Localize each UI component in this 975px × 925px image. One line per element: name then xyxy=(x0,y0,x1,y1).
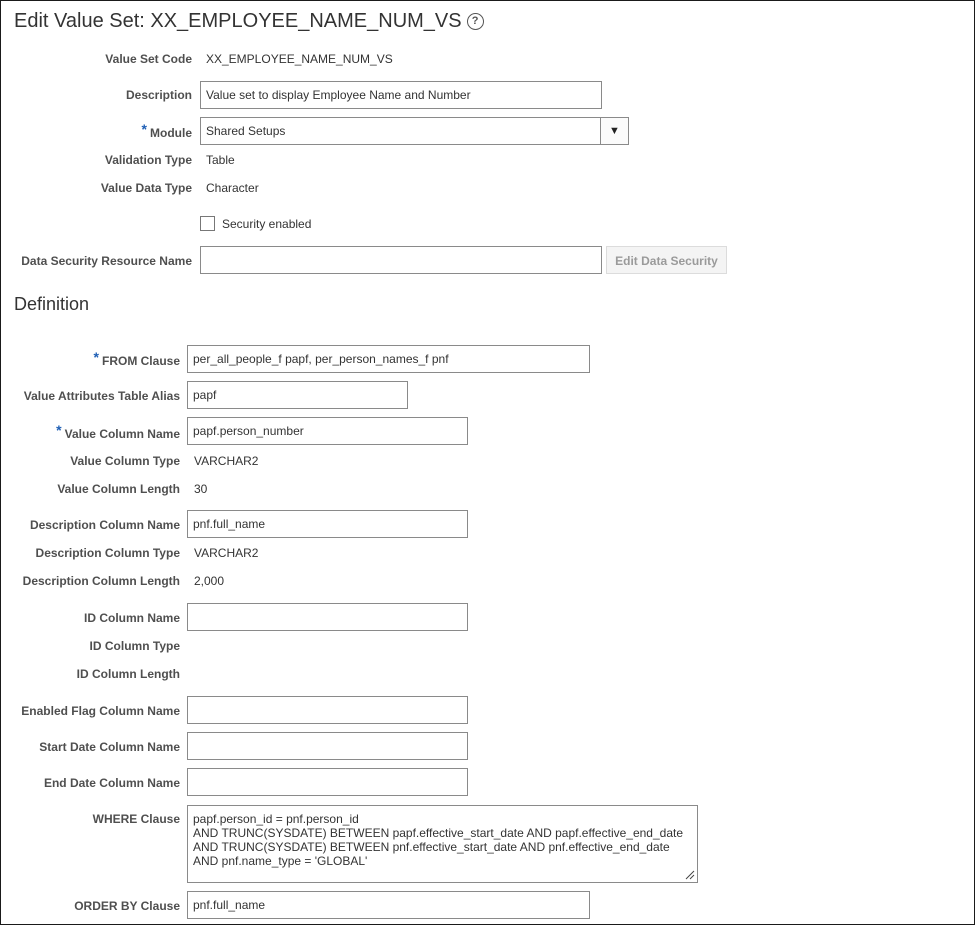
help-icon[interactable]: ? xyxy=(467,13,484,30)
end-date-column-name-label: End Date Column Name xyxy=(43,776,180,790)
description-column-length-label: Description Column Length xyxy=(22,574,180,588)
data-security-resource-name-input[interactable] xyxy=(200,246,602,274)
description-column-length-value: 2,000 xyxy=(194,574,225,588)
enabled-flag-column-name-label: Enabled Flag Column Name xyxy=(21,704,180,718)
value-data-type-label: Value Data Type xyxy=(100,181,192,195)
chevron-down-icon[interactable]: ▼ xyxy=(600,118,628,144)
definition-section-title: Definition xyxy=(14,294,90,314)
edit-data-security-button[interactable]: Edit Data Security xyxy=(606,246,727,274)
from-clause-label xyxy=(93,349,180,368)
description-input[interactable]: Value set to display Employee Name and Number xyxy=(200,81,602,109)
id-column-name-input[interactable] xyxy=(187,603,468,631)
description-column-type-value: VARCHAR2 xyxy=(194,546,259,560)
module-label-text: Module xyxy=(150,126,192,140)
id-column-type-label: ID Column Type xyxy=(89,639,180,653)
start-date-column-name-label: Start Date Column Name xyxy=(39,740,180,754)
validation-type-label: Validation Type xyxy=(104,153,192,167)
value-column-name-input[interactable]: papf.person_number xyxy=(187,417,468,445)
value-column-length-label: Value Column Length xyxy=(57,482,180,496)
value-column-name-label xyxy=(56,422,180,441)
validation-type-value: Table xyxy=(206,153,235,167)
from-clause-input[interactable]: per_all_people_f papf, per_person_names_f pnf xyxy=(187,345,590,373)
required-indicator: * xyxy=(93,349,99,365)
value-column-type-label: Value Column Type xyxy=(70,454,180,468)
value-attributes-table-alias-label: Value Attributes Table Alias xyxy=(23,389,180,403)
start-date-column-name-input[interactable] xyxy=(187,732,468,760)
data-security-resource-name-label: Data Security Resource Name xyxy=(21,254,192,268)
description-column-name-label: Description Column Name xyxy=(29,518,180,532)
where-clause-line: papf.person_id = pnf.person_id xyxy=(193,812,359,826)
enabled-flag-column-name-input[interactable] xyxy=(187,696,468,724)
value-column-type-value: VARCHAR2 xyxy=(194,454,259,468)
module-selected-value: Shared Setups xyxy=(206,124,286,138)
security-enabled-label[interactable]: Security enabled xyxy=(222,217,312,231)
where-clause-line: AND pnf.name_type = 'GLOBAL' xyxy=(193,854,368,868)
required-indicator: * xyxy=(56,422,62,438)
description-label: Description xyxy=(125,88,192,102)
id-column-name-label: ID Column Name xyxy=(83,611,180,625)
id-column-length-label: ID Column Length xyxy=(76,667,180,681)
where-clause-textarea[interactable] xyxy=(187,805,698,883)
description-column-type-label: Description Column Type xyxy=(35,546,180,560)
required-indicator: * xyxy=(141,121,147,137)
resize-grip-icon[interactable] xyxy=(685,870,695,880)
from-clause-label-text: FROM Clause xyxy=(101,354,180,368)
page-title-text: Edit Value Set: XX_EMPLOYEE_NAME_NUM_VS xyxy=(14,10,462,32)
value-data-type-value: Character xyxy=(206,181,259,195)
where-clause-line: AND TRUNC(SYSDATE) BETWEEN papf.effective_start_date AND papf.effective_end_date xyxy=(193,826,684,840)
value-column-length-value: 30 xyxy=(194,482,208,496)
value-set-code-value: XX_EMPLOYEE_NAME_NUM_VS xyxy=(206,52,393,66)
where-clause-line: AND TRUNC(SYSDATE) BETWEEN pnf.effective_start_date AND pnf.effective_end_date xyxy=(193,840,670,854)
value-column-name-label-text: Value Column Name xyxy=(64,427,180,441)
security-enabled-checkbox[interactable] xyxy=(200,216,215,231)
value-attributes-table-alias-input[interactable]: papf xyxy=(187,381,408,409)
page-title xyxy=(14,10,484,33)
module-select[interactable] xyxy=(200,117,629,145)
order-by-clause-label: ORDER BY Clause xyxy=(74,899,180,913)
module-label xyxy=(141,121,192,140)
end-date-column-name-input[interactable] xyxy=(187,768,468,796)
order-by-clause-input[interactable]: pnf.full_name xyxy=(187,891,590,919)
value-set-code-label: Value Set Code xyxy=(105,52,192,66)
where-clause-label: WHERE Clause xyxy=(92,812,180,826)
description-column-name-input[interactable]: pnf.full_name xyxy=(187,510,468,538)
